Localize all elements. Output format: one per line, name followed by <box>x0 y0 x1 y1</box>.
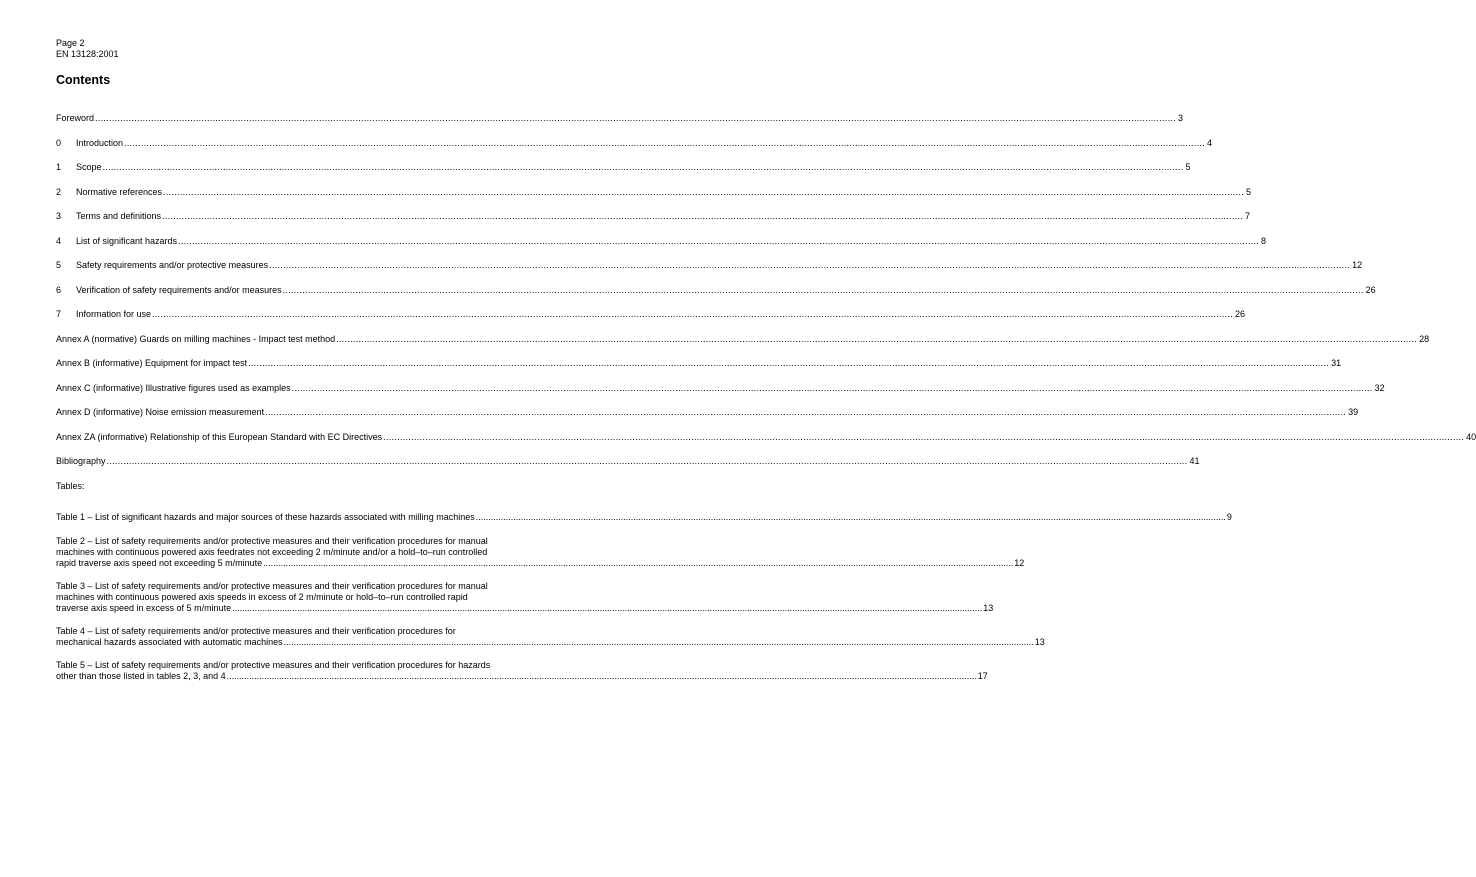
toc-entry-number: 2 <box>56 186 62 197</box>
table-entry-line: Table 2 – List of safety requirements and/or protective measures and their verification procedures for manual <box>56 535 488 546</box>
toc-entry-number: 3 <box>56 211 62 221</box>
table-entry-text: traverse axis speed in excess of 5 m/minute <box>56 602 232 613</box>
table-entry-page: 13 <box>983 602 994 613</box>
table-entry-line: machines with continuous powered axis speeds in excess of 2 m/minute or hold–to–run controlled rapid <box>56 591 468 602</box>
toc-entry-page: 5 <box>1246 186 1252 197</box>
toc-entry[interactable] <box>56 456 1200 467</box>
table-entry-line: Table 3 – List of safety requirements and/or protective measures and their verification procedures for manual <box>56 580 488 591</box>
table-entry-last-line <box>56 557 1025 569</box>
standard-id: EN 13128:2001 <box>56 49 119 59</box>
toc-leader-dots <box>124 138 1205 149</box>
table-list-entry[interactable] <box>56 511 1232 523</box>
toc-entry-label: Terms and definitions <box>76 211 162 221</box>
table-entry-page: 9 <box>1226 511 1232 522</box>
toc-leader-dots <box>283 285 1364 296</box>
page-header <box>56 38 119 60</box>
table-leader-dots: ............................................................................................................................................................................................................................................................................................................ <box>232 602 983 613</box>
toc-entry-number: 5 <box>56 260 62 270</box>
table-leader-dots: ............................................................................................................................................................................................................................................................................................................ <box>283 636 1034 647</box>
table-entry-page: 12 <box>1014 557 1025 568</box>
table-list-entry[interactable] <box>56 659 988 682</box>
table-of-contents <box>56 113 1476 694</box>
toc-entry-label: Normative references <box>76 186 163 197</box>
toc-leader-dots <box>292 383 1373 394</box>
toc-entry-page: 3 <box>1178 113 1184 123</box>
toc-entry-label: Scope <box>76 162 102 172</box>
table-entry-last-line <box>56 670 988 682</box>
toc-entry[interactable] <box>56 162 1191 173</box>
toc-entry[interactable] <box>56 186 1252 198</box>
toc-entry[interactable] <box>56 211 1251 222</box>
toc-entry[interactable] <box>56 235 1267 247</box>
toc-entry-page: 39 <box>1348 407 1359 417</box>
table-entry-page: 17 <box>977 670 988 681</box>
toc-leader-dots <box>163 187 1244 198</box>
toc-entry-label: Annex A (normative) Guards on milling machines - Impact test method <box>56 333 336 344</box>
toc-entry-number: 0 <box>56 137 62 148</box>
table-list-entry[interactable] <box>56 535 1025 569</box>
toc-entry-label: Safety requirements and/or protective measures <box>76 260 269 270</box>
toc-entry-label: Annex B (informative) Equipment for impact test <box>56 358 248 368</box>
toc-entries <box>56 113 1476 467</box>
toc-entry-page: 40 <box>1466 431 1476 442</box>
toc-entry-page: 32 <box>1374 382 1385 393</box>
table-entry-line: machines with continuous powered axis feedrates not exceeding 2 m/minute and/or a hold–to–run controlled <box>56 546 488 557</box>
toc-entry[interactable] <box>56 407 1359 418</box>
toc-entry-label: List of significant hazards <box>76 235 178 246</box>
toc-entry-number: 6 <box>56 284 62 295</box>
toc-entry[interactable] <box>56 358 1342 369</box>
toc-leader-dots <box>152 309 1233 320</box>
toc-entry-page: 41 <box>1189 456 1200 466</box>
table-entry-text: other than those listed in tables 2, 3, and 4 <box>56 670 226 681</box>
toc-entry-label: Information for use <box>76 309 152 319</box>
toc-leader-dots <box>107 456 1188 467</box>
toc-leader-dots <box>248 358 1329 369</box>
toc-entry-page: 31 <box>1331 358 1342 368</box>
toc-leader-dots <box>265 407 1346 418</box>
table-leader-dots: ............................................................................................................................................................................................................................................................................................................ <box>263 557 1014 568</box>
table-entry-text: rapid traverse axis speed not exceeding 5 m/minute <box>56 557 263 568</box>
toc-leader-dots <box>103 162 1184 173</box>
table-entry-text: Table 1 – List of significant hazards and major sources of these hazards associated with milling machines <box>56 511 475 522</box>
toc-entry[interactable] <box>56 260 1363 271</box>
toc-entry-label: Foreword <box>56 113 95 123</box>
tables-heading: Tables: <box>56 480 85 491</box>
table-entry-last-line <box>56 511 1232 523</box>
toc-entry[interactable] <box>56 382 1385 394</box>
table-leader-dots: ............................................................................................................................................................................................................................................................................................................ <box>226 670 977 681</box>
table-list-entry[interactable] <box>56 625 1045 648</box>
toc-entry-page: 4 <box>1207 137 1213 148</box>
toc-leader-dots <box>162 211 1243 222</box>
toc-entry[interactable] <box>56 284 1376 296</box>
table-entry-last-line <box>56 602 994 614</box>
toc-entry-label: Introduction <box>76 137 124 148</box>
table-entry-line: Table 4 – List of safety requirements and/or protective measures and their verification procedures for <box>56 625 456 636</box>
toc-entry-number: 7 <box>56 309 62 319</box>
toc-entry-number: 4 <box>56 235 62 246</box>
toc-entry-page: 26 <box>1365 284 1376 295</box>
toc-entry-page: 8 <box>1261 235 1267 246</box>
toc-entry-page: 12 <box>1352 260 1363 270</box>
toc-entry[interactable] <box>56 431 1476 443</box>
toc-entry[interactable] <box>56 309 1246 320</box>
toc-leader-dots <box>336 334 1417 345</box>
table-entries <box>56 511 1232 682</box>
toc-entry-page: 26 <box>1235 309 1246 319</box>
table-leader-dots: ............................................................................................................................................................................................................................................................................................................ <box>475 511 1226 522</box>
toc-leader-dots <box>95 113 1176 124</box>
toc-entry-label: Verification of safety requirements and/or measures <box>76 284 282 295</box>
toc-entry-page: 5 <box>1185 162 1191 172</box>
table-entry-page: 13 <box>1034 636 1045 647</box>
toc-leader-dots <box>383 432 1464 443</box>
table-list-entry[interactable] <box>56 580 994 614</box>
toc-entry-number: 1 <box>56 162 62 172</box>
toc-entry-label: Annex ZA (informative) Relationship of this European Standard with EC Directives <box>56 431 383 442</box>
page-number: Page 2 <box>56 38 85 48</box>
toc-entry[interactable] <box>56 113 1184 124</box>
table-entry-last-line <box>56 636 1045 648</box>
toc-entry-page: 28 <box>1419 333 1430 344</box>
toc-entry-page: 7 <box>1245 211 1251 221</box>
table-entry-text: mechanical hazards associated with automatic machines <box>56 636 283 647</box>
page-title: Contents <box>56 73 111 87</box>
toc-entry-label: Bibliography <box>56 456 106 466</box>
table-entry-line: Table 5 – List of safety requirements and/or protective measures and their verification procedures for hazards <box>56 659 491 670</box>
toc-leader-dots <box>269 260 1350 271</box>
toc-leader-dots <box>178 236 1259 247</box>
toc-entry-label: Annex C (informative) Illustrative figures used as examples <box>56 382 291 393</box>
toc-entry[interactable] <box>56 333 1430 345</box>
toc-entry-label: Annex D (informative) Noise emission measurement <box>56 407 265 417</box>
toc-entry[interactable] <box>56 137 1213 149</box>
